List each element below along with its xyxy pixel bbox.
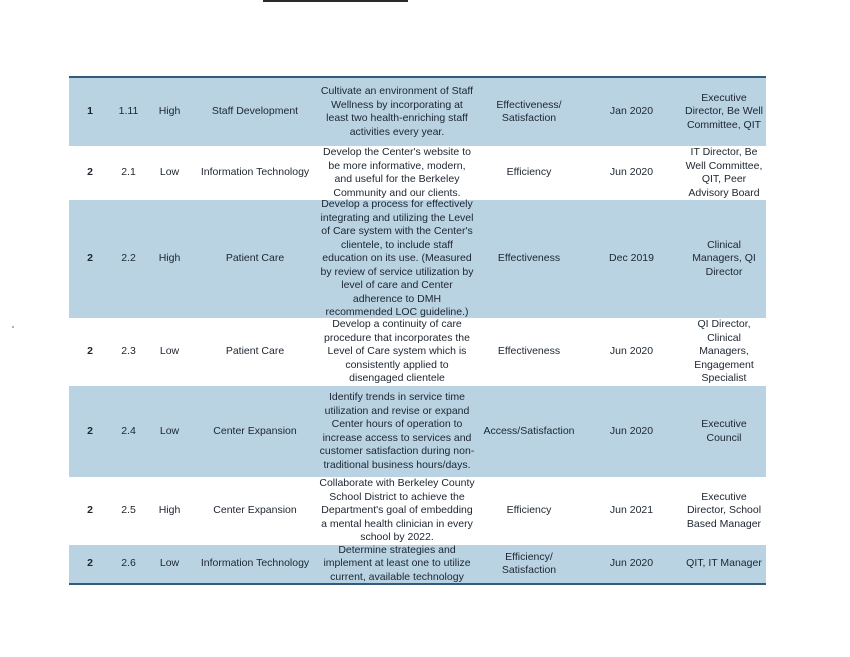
goal-number-cell: 2.3 [121,345,136,358]
goal-number-cell: 2.1 [121,166,136,179]
area-cell: Center Expansion [213,424,297,437]
target-date-cell: Dec 2019 [609,252,654,265]
goal-cell: Develop a process for effectively integrating and utilizing the Level of Care system with the Center's clientele, to include staff education on its use. (Measured by review of service utilization by level of care and Center adherence to DMH recommended LOC guideline.) [320,198,474,319]
priority-cell: 2 [87,504,93,517]
priority-cell: 2 [87,345,93,358]
level-cell: Low [159,557,180,570]
goals-table [69,76,766,585]
target-date-cell: Jan 2020 [609,105,654,118]
target-date-cell: Jun 2020 [609,345,654,358]
table-row [69,200,766,319]
area-cell: Staff Development [211,105,299,118]
level-cell: High [158,252,181,265]
goal-number-cell: 2.5 [121,504,136,517]
goal-number-cell: 2.2 [121,252,136,265]
level-cell: High [158,105,181,118]
goal-cell: Collaborate with Berkeley County School District to achieve the Department's goal of embedding a mental health clinician in every school by 2022. [319,477,475,544]
goal-cell: Cultivate an environment of Staff Wellness by incorporating at least two health-enriching staff activities every year. [320,85,474,138]
scan-speck [12,326,14,328]
area-cell: Center Expansion [213,504,297,517]
target-date-cell: Jun 2020 [609,424,654,437]
table-row [69,78,766,147]
area-cell: Information Technology [200,166,310,179]
measure-cell: Efficiency [506,504,552,517]
responsible-cell: Executive Council [701,418,747,444]
target-date-cell: Jun 2020 [609,166,654,179]
area-cell: Information Technology [200,557,310,570]
target-date-cell: Jun 2020 [609,557,654,570]
measure-cell: Access/Satisfaction [483,424,575,437]
measure-cell: Effectiveness [497,345,561,358]
priority-cell: 2 [87,252,93,265]
goal-number-cell: 2.4 [121,424,136,437]
responsible-cell: IT Director, Be Well Committee, QIT, Peer Advisory Board [685,146,763,199]
priority-cell: 2 [87,424,93,437]
priority-cell: 2 [87,557,93,570]
level-cell: High [158,504,181,517]
measure-cell: Effectiveness/ Satisfaction [496,98,562,124]
level-cell: Low [159,424,180,437]
goal-number-cell: 1.11 [118,105,139,118]
goal-cell: Determine strategies and implement at least one to utilize current, available technology [323,543,471,583]
goal-cell: Develop the Center's website to be more informative, modern, and useful for the Berkeley Community and our clients. [323,146,471,199]
priority-cell: 1 [87,105,93,118]
measure-cell: Efficiency [506,166,552,179]
target-date-cell: Jun 2021 [609,504,654,517]
responsible-cell: QIT, IT Manager [686,557,762,570]
responsible-cell: Executive Director, School Based Manager [686,490,762,530]
top-rule [263,0,408,2]
responsible-cell: Clinical Managers, QI Director [692,238,756,278]
table-row [69,545,766,583]
responsible-cell: Executive Director, Be Well Committee, QIT [685,91,763,131]
level-cell: Low [159,166,180,179]
table-row [69,147,766,200]
priority-cell: 2 [87,166,93,179]
table-row [69,386,766,478]
measure-cell: Effectiveness [497,252,561,265]
level-cell: Low [159,345,180,358]
goal-cell: Identify trends in service time utilization and revise or expand Center hours of operation to increase access to services and customer satisfaction during non-traditional business hours/days. [319,391,475,471]
goal-number-cell: 2.6 [121,557,136,570]
area-cell: Patient Care [225,252,285,265]
area-cell: Patient Care [225,345,285,358]
responsible-cell: QI Director, Clinical Managers, Engagement Specialist [694,318,754,385]
measure-cell: Efficiency/ Satisfaction [501,550,557,576]
table-row [69,478,766,545]
goal-cell: Develop a continuity of care procedure that incorporates the Level of Care system which is consistently applied to disengaged clientele [324,318,470,385]
table-row [69,319,766,386]
